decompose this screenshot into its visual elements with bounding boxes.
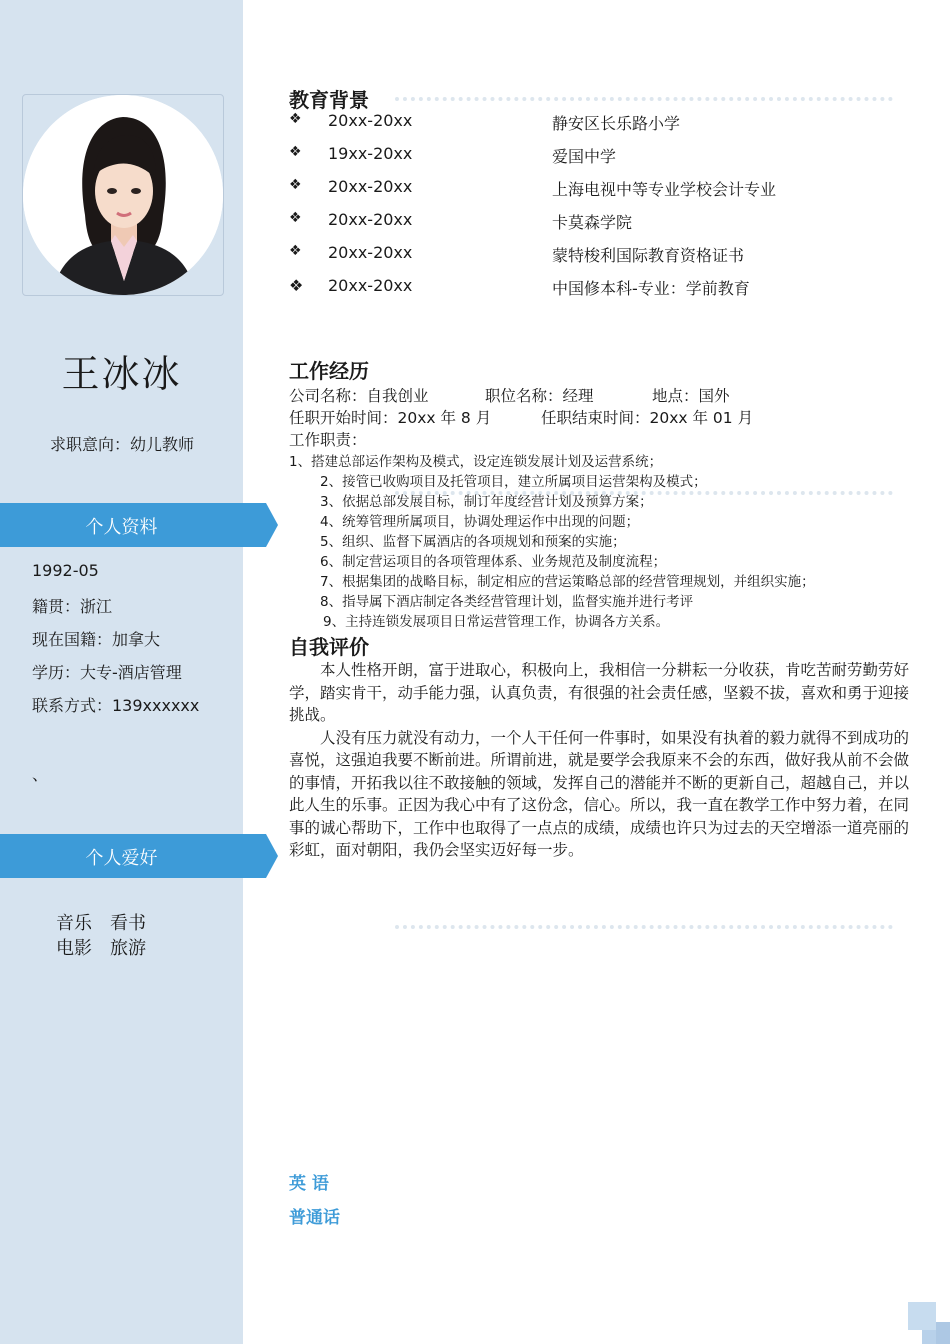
- portrait-illustration: [23, 95, 223, 295]
- work-start: 任职开始时间：20xx 年 8 月: [289, 409, 492, 427]
- duty-item: 9、主持连锁发展项目日常运营管理工作，协调各方关系。: [323, 614, 670, 630]
- dotted-divider: [395, 925, 893, 929]
- skill-item: 普通话: [289, 1208, 340, 1228]
- education-year: 20xx-20xx: [328, 177, 413, 196]
- profile-photo: [23, 95, 223, 295]
- birth-date: 1992-05: [32, 561, 99, 580]
- diamond-bullet-icon: ❖: [289, 210, 302, 226]
- personal-info-banner: [0, 503, 278, 547]
- hobbies-row-2: [56, 934, 164, 960]
- diamond-bullet-icon: ❖: [289, 111, 302, 127]
- personal-info-title: 个人资料: [85, 517, 158, 538]
- hobby-item: 旅游: [110, 938, 146, 959]
- duty-item: 1、搭建总部运作架构及模式，设定连锁发展计划及运营系统；: [289, 454, 663, 470]
- education-row: [289, 243, 909, 265]
- work-position: 职位名称：经理: [485, 387, 594, 405]
- corner-square-decoration: [936, 1322, 950, 1344]
- education-row: [289, 276, 909, 298]
- diamond-bullet-icon: ❖: [289, 144, 302, 160]
- education-title: 教育背景: [289, 88, 369, 112]
- duty-item: 2、接管已收购项目及托管项目，建立所属项目运营架构及模式；: [320, 474, 707, 490]
- person-name: 王冰冰: [61, 352, 182, 396]
- hobby-item: 音乐: [56, 913, 92, 934]
- self-eval-title: 自我评价: [289, 635, 369, 659]
- work-end: 任职结束时间：20xx 年 01 月: [541, 409, 754, 427]
- duty-item: 7、根据集团的战略目标，制定相应的营运策略总部的经营管理规划，并组织实施；: [320, 574, 815, 590]
- education-school: 蒙特梭利国际教育资格证书: [552, 246, 745, 265]
- work-duty-label: 工作职责：: [289, 431, 367, 449]
- education-row: [289, 177, 909, 199]
- self-eval-body: [289, 659, 909, 862]
- self-eval-paragraph: 本人性格开朗，富于进取心，积极向上，我相信一分耕耘一分收获，肯吃苦耐劳勤劳好学，踏实肯干，动手能力强，认真负责，有很强的社会责任感，坚毅不拔，喜欢和勇于迎接挑战。: [289, 661, 910, 724]
- education-school: 静安区长乐路小学: [552, 114, 681, 133]
- dotted-divider: [395, 97, 893, 101]
- hobbies-row-1: [56, 909, 164, 935]
- contact-info: 联系方式：139xxxxxx: [32, 696, 200, 715]
- education-school: 中国修本科-专业：学前教育: [552, 279, 750, 298]
- education-row: [289, 111, 909, 133]
- diamond-bullet-icon: ❖: [289, 276, 304, 295]
- education-year: 19xx-20xx: [328, 144, 413, 163]
- work-company: 公司名称：自我创业: [289, 387, 429, 405]
- diamond-bullet-icon: ❖: [289, 243, 302, 259]
- duty-item: 6、制定营运项目的各项管理体系、业务规范及制度流程；: [320, 554, 667, 570]
- corner-square-decoration: [908, 1302, 936, 1330]
- stray-mark: 、: [32, 765, 49, 784]
- hobbies-title: 个人爱好: [85, 848, 158, 869]
- education-row: [289, 144, 909, 166]
- education-row: [289, 210, 909, 232]
- skill-item: 英 语: [289, 1174, 329, 1194]
- nationality: 现在国籍：加拿大: [32, 630, 161, 649]
- education-school: 上海电视中等专业学校会计专业: [552, 180, 777, 199]
- hobby-item: 看书: [110, 913, 146, 934]
- self-eval-paragraph: 人没有压力就没有动力，一个人干任何一件事时，如果没有执着的毅力就得不到成功的喜悦，这强迫我要不断前进。所谓前进，就是要学会我原来不会的东西，做好我从前不会做的事情，开拓我以往不敢接触的领域，发挥自己的潜能并不断的更新自己，超越自己，并以此人生的乐事。正因为我心中有了这份念，信心。所以，我一直在教学工作中努力着，在同事的诚心帮助下，工作中也取得了一点点的成绩，成绩也许只为过去的天空增添一道亮丽的彩虹，面对朝阳，我仍会坚实迈好每一步。: [289, 728, 910, 859]
- education-year: 20xx-20xx: [328, 276, 413, 295]
- education-level: 学历：大专-酒店管理: [32, 663, 182, 682]
- duty-item: 5、组织、监督下属酒店的各项规划和预案的实施；: [320, 534, 626, 550]
- photo-frame: [22, 94, 224, 296]
- education-year: 20xx-20xx: [328, 111, 413, 130]
- diamond-bullet-icon: ❖: [289, 177, 302, 193]
- corner-square-decoration: [922, 1330, 936, 1344]
- education-school: 爱国中学: [552, 147, 617, 166]
- duty-item: 8、指导属下酒店制定各类经营管理计划，监督实施并进行考评: [320, 594, 694, 610]
- work-title: 工作经历: [289, 359, 369, 383]
- hobby-item: 电影: [56, 938, 92, 959]
- education-school: 卡莫森学院: [552, 213, 633, 232]
- job-intent: 求职意向：幼儿教师: [50, 435, 195, 454]
- education-year: 20xx-20xx: [328, 210, 413, 229]
- education-year: 20xx-20xx: [328, 243, 413, 262]
- hobbies-banner: [0, 834, 278, 878]
- duty-item: 3、依据总部发展目标，制订年度经营计划及预算方案；: [320, 494, 653, 510]
- work-location: 地点：国外: [652, 387, 730, 405]
- duty-item: 4、统筹管理所属项目，协调处理运作中出现的问题；: [320, 514, 640, 530]
- native-place: 籍贯：浙江: [32, 597, 113, 616]
